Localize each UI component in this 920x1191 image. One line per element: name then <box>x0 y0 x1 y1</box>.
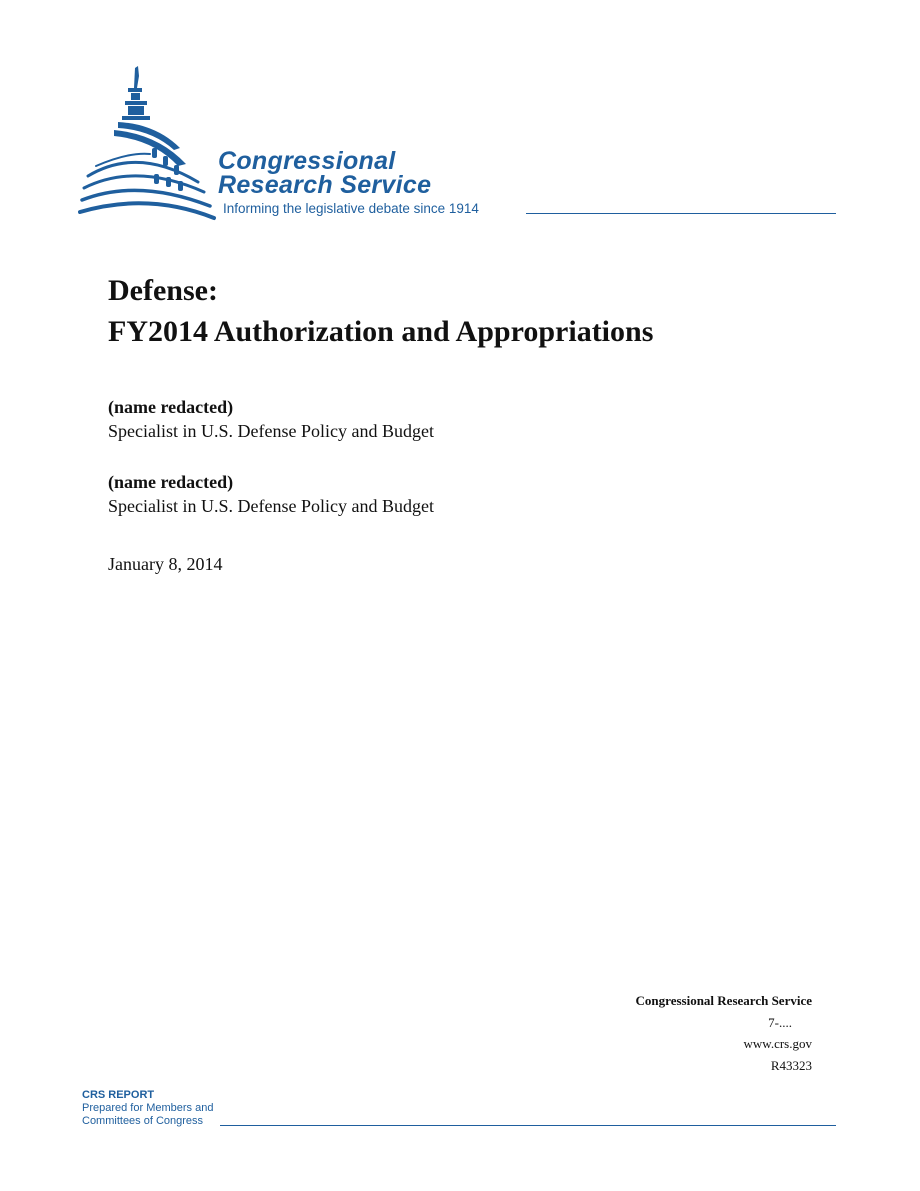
footer-label: CRS REPORT <box>82 1089 155 1101</box>
logo-divider <box>526 213 836 214</box>
logo-name-line2: Research Service <box>218 171 432 199</box>
author-position: Specialist in U.S. Defense Policy and Budget <box>108 496 434 516</box>
author-block <box>108 395 434 443</box>
title-line-2: FY2014 Authorization and Appropriations <box>108 315 654 348</box>
author-name: (name redacted) <box>108 397 234 417</box>
publisher-url[interactable]: www.crs.gov <box>743 1036 812 1051</box>
title-line-1: Defense: <box>108 274 218 307</box>
publisher-info <box>636 990 812 1076</box>
logo-tagline: Informing the legislative debate since 1914 <box>223 201 479 216</box>
report-number: R43323 <box>770 1057 812 1073</box>
report-date: January 8, 2014 <box>108 554 223 574</box>
publisher-org: Congressional Research Service <box>635 993 812 1008</box>
capitol-dome-icon <box>78 66 218 222</box>
report-title <box>108 270 653 352</box>
crs-logo <box>78 66 838 222</box>
footer-line-2: Committees of Congress <box>82 1115 204 1127</box>
author-name: (name redacted) <box>108 472 234 492</box>
logo-name-line1: Congressional <box>218 147 396 175</box>
author-block <box>108 470 434 518</box>
footer <box>82 1089 213 1128</box>
publisher-phone: 7-.... <box>768 1014 792 1030</box>
footer-line-1: Prepared for Members and <box>82 1102 214 1114</box>
footer-divider <box>220 1125 836 1126</box>
author-position: Specialist in U.S. Defense Policy and Budget <box>108 421 434 441</box>
